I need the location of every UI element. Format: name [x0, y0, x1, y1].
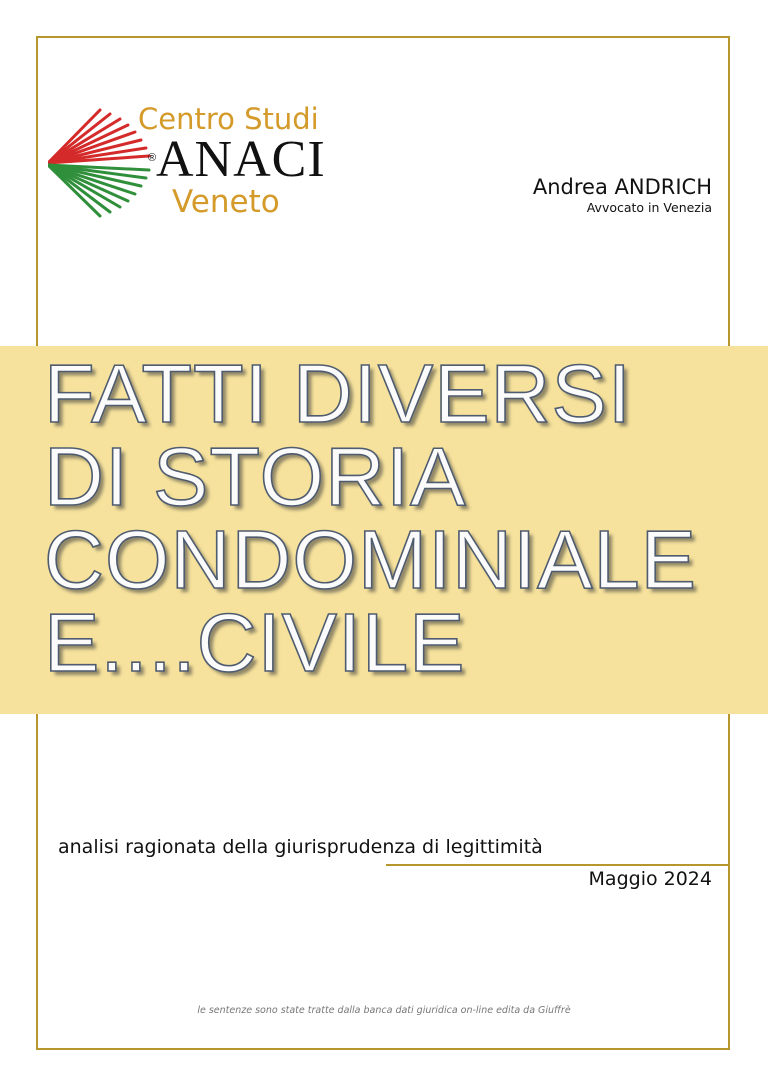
- author-name: Andrea ANDRICH: [532, 175, 712, 199]
- author-role: Avvocato in Venezia: [586, 200, 712, 215]
- source-footnote: le sentenze sono state tratte dalla banca dati giuridica on-line edita da Giuffrè: [197, 1005, 571, 1016]
- document-subtitle: analisi ragionata della giurisprudenza di legittimità: [58, 836, 543, 858]
- document-date: Maggio 2024: [588, 868, 712, 890]
- logo-centro-studi: Centro Studi: [138, 102, 319, 136]
- title-line: FATTI DIVERSI: [44, 347, 632, 440]
- document-title: [44, 347, 764, 689]
- anaci-logo: [48, 100, 328, 230]
- logo-veneto: Veneto: [172, 184, 280, 220]
- author-block: [533, 175, 712, 215]
- title-line: DI STORIA: [44, 430, 467, 523]
- logo-registered-mark: ®: [148, 152, 157, 164]
- logo-anaci: ANACI: [156, 131, 326, 188]
- subtitle-divider: [386, 864, 730, 866]
- title-line: E....CIVILE: [44, 596, 466, 689]
- title-line: CONDOMINIALE: [44, 513, 698, 606]
